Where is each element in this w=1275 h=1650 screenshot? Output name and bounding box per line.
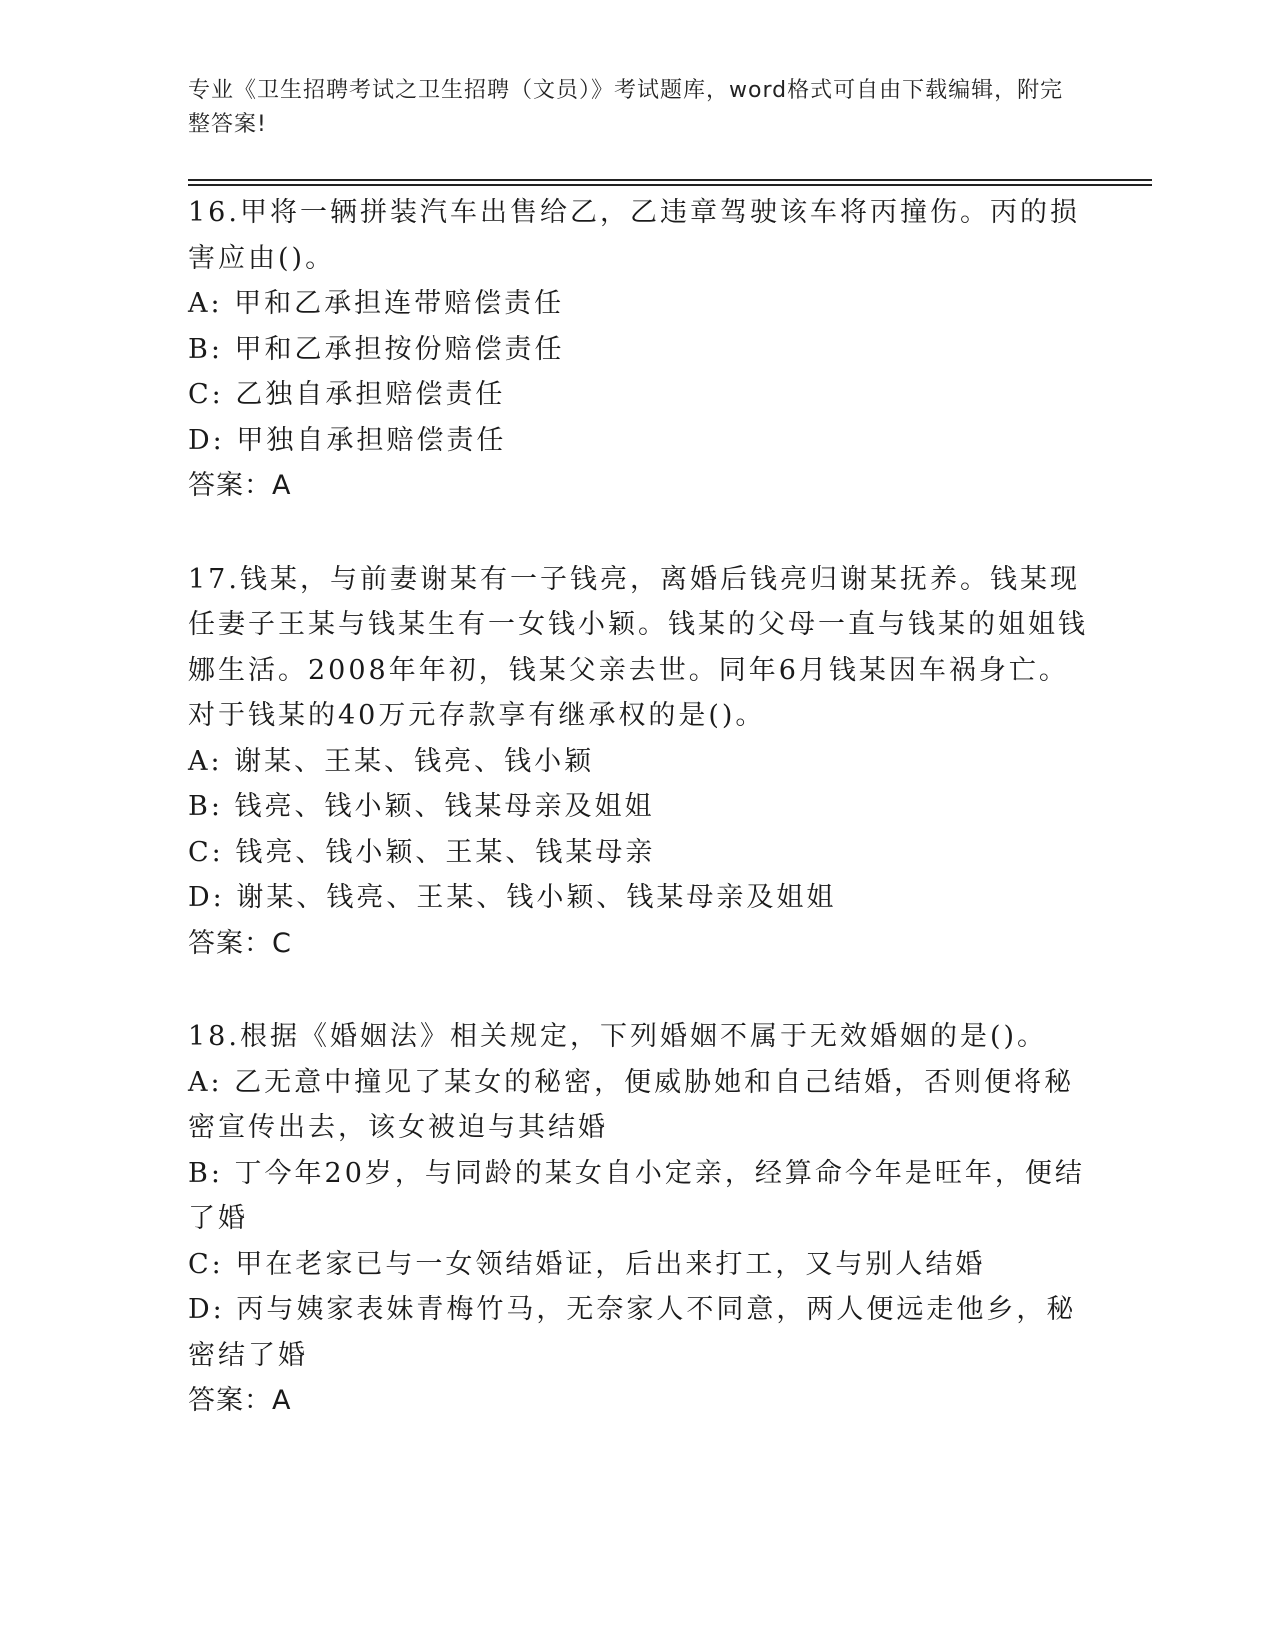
question-list [188,190,1088,1472]
question-stem: 16.甲将一辆拼装汽车出售给乙，乙违章驾驶该车将丙撞伤。丙的损害应由()。 [188,197,1080,274]
option-c: C: 钱亮、钱小颖、王某、钱某母亲 [188,836,656,868]
option-a: A: 甲和乙承担连带赔偿责任 [188,288,565,319]
option-b: B: 丁今年20岁，与同龄的某女自小定亲，经算命今年是旺年，便结了婚 [188,1157,1085,1234]
answer-line: 答案：A [188,1385,292,1416]
option-c: C: 甲在老家已与一女领结婚证，后出来打工，又与别人结婚 [188,1248,986,1280]
header-divider-top [188,179,1152,181]
question-17 [188,557,1088,967]
option-a: A: 乙无意中撞见了某女的秘密，便威胁她和自己结婚，否则便将秘密宣传出去，该女被迫与其结婚 [188,1066,1075,1143]
question-16 [188,190,1088,509]
answer-line: 答案：A [188,470,292,501]
question-stem: 17.钱某，与前妻谢某有一子钱亮，离婚后钱亮归谢某抚养。钱某现任妻子王某与钱某生有一女钱小颖。钱某的父母一直与钱某的姐姐钱娜生活。2008年年初，钱某父亲去世。同年6月钱某因车祸身亡。对于钱某的40万元存款享有继承权的是()。 [188,563,1088,731]
option-c: C: 乙独自承担赔偿责任 [188,379,506,410]
option-d: D: 谢某、钱亮、王某、钱小颖、钱某母亲及姐姐 [188,882,837,913]
option-b: B: 甲和乙承担按份赔偿责任 [188,333,565,365]
header-divider-bottom [188,184,1152,186]
question-stem: 18.根据《婚姻法》相关规定，下列婚姻不属于无效婚姻的是()。 [188,1021,1048,1052]
option-d: D: 丙与姨家表妹青梅竹马，无奈家人不同意，两人便远走他乡，秘密结了婚 [188,1294,1077,1371]
answer-line: 答案：C [188,927,292,959]
question-18 [188,1014,1088,1424]
option-b: B: 钱亮、钱小颖、钱某母亲及姐姐 [188,791,655,822]
option-d: D: 甲独自承担赔偿责任 [188,424,507,456]
option-a: A: 谢某、王某、钱亮、钱小颖 [188,745,595,777]
document-header: 专业《卫生招聘考试之卫生招聘（文员）》考试题库，word格式可自由下载编辑，附完整答案! [188,78,1064,137]
